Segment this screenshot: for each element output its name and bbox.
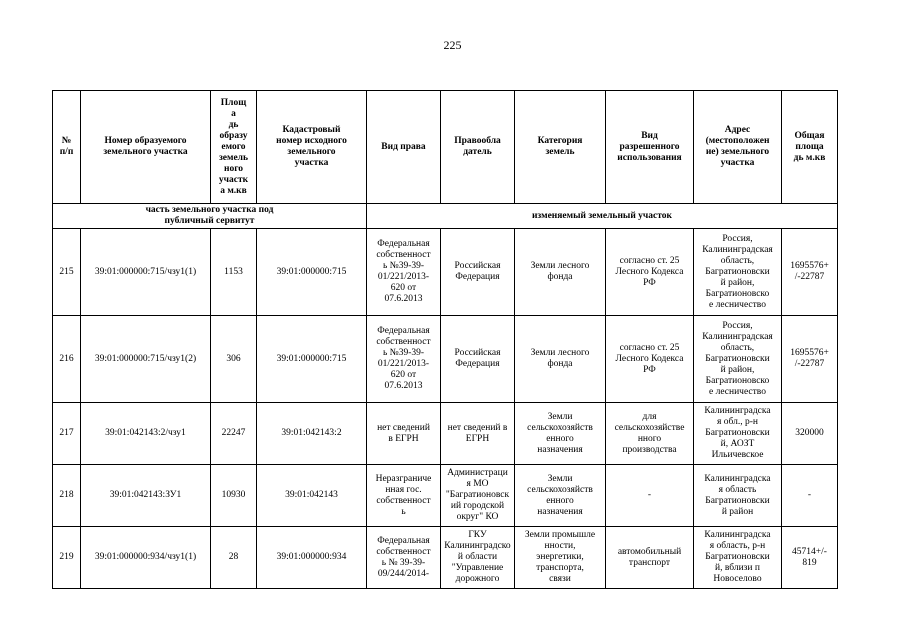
cell-text: 1695576+ /-22787 bbox=[790, 348, 829, 369]
header-owner bbox=[441, 91, 515, 204]
cell-text: Федеральная собственност ь № 39-39- 09/244/2014- bbox=[376, 535, 431, 579]
header-label: № п/п bbox=[59, 136, 74, 157]
cell-text: - bbox=[647, 490, 652, 500]
cell-right-type bbox=[367, 465, 441, 527]
header-label: Категория земель bbox=[537, 136, 583, 157]
cell-cadastral-number bbox=[257, 229, 367, 316]
cell-text: 39:01:042143:2 bbox=[281, 428, 342, 438]
cell-text: 39:01:000000:934/чзу1(1) bbox=[94, 552, 197, 562]
header-label: Общая площа дь м.кв bbox=[793, 130, 826, 163]
header-row bbox=[53, 91, 838, 204]
cell-text: 219 bbox=[59, 552, 74, 562]
table-row bbox=[53, 527, 838, 589]
cell-text: для сельскохозяйстве нного производства bbox=[614, 411, 685, 455]
header-label: Номер образуемого земельного участка bbox=[103, 136, 188, 157]
cell-address bbox=[694, 527, 782, 589]
cell-owner bbox=[441, 403, 515, 465]
cell-total-area bbox=[782, 316, 838, 403]
cell-address bbox=[694, 403, 782, 465]
cell-plot-number bbox=[81, 403, 211, 465]
section-row bbox=[53, 204, 838, 229]
header-label: Площ а дь образу емого земель ного участк а м.кв bbox=[218, 97, 249, 196]
header-address bbox=[694, 91, 782, 204]
cell-owner bbox=[441, 527, 515, 589]
cell-permitted-use bbox=[606, 316, 694, 403]
cell-owner bbox=[441, 465, 515, 527]
cell-text: 218 bbox=[59, 490, 74, 500]
cell-right-type bbox=[367, 403, 441, 465]
cell-right-type bbox=[367, 527, 441, 589]
cell-text: Калининградска я область, р-н Багратионовски й, вблизи п Новоселово bbox=[704, 530, 771, 584]
cell-text: 1153 bbox=[224, 266, 243, 277]
cell-text: Калининградска я область Багратионовски й район bbox=[704, 473, 771, 517]
header-label: Вид права bbox=[381, 141, 426, 152]
land-plots-table bbox=[52, 90, 838, 589]
cell-cadastral-number bbox=[257, 465, 367, 527]
cell-text: автомобильный транспорт bbox=[617, 546, 682, 568]
cell-permitted-use bbox=[606, 527, 694, 589]
header-cadastral-number bbox=[257, 91, 367, 204]
table-row bbox=[53, 403, 838, 465]
cell-text: 39:01:000000:715 bbox=[276, 266, 347, 277]
cell-text: нет сведений в ЕГРН bbox=[447, 422, 508, 444]
cell-num bbox=[53, 465, 81, 527]
cell-plot-number bbox=[81, 229, 211, 316]
header-permitted-use bbox=[606, 91, 694, 204]
cell-owner bbox=[441, 316, 515, 403]
cell-permitted-use bbox=[606, 229, 694, 316]
header-land-category bbox=[515, 91, 606, 204]
cell-text: 39:01:000000:934 bbox=[276, 552, 347, 562]
cell-area bbox=[211, 527, 257, 589]
table-row bbox=[53, 465, 838, 527]
cell-text: 39:01:042143:2/чзу1 bbox=[105, 428, 186, 438]
cell-num bbox=[53, 229, 81, 316]
cell-text: Федеральная собственност ь №39-39- 01/221/2013- 620 от 07.6.2013 bbox=[376, 326, 431, 391]
cell-permitted-use bbox=[606, 465, 694, 527]
cell-total-area bbox=[782, 527, 838, 589]
cell-text: Земли сельскохозяйств енного назначения bbox=[527, 473, 593, 517]
cell-text: 1695576+ /-22787 bbox=[790, 261, 829, 282]
cell-text: 45714+/- 819 bbox=[792, 546, 827, 568]
cell-land-category bbox=[515, 403, 606, 465]
cell-text: согласно ст. 25 Лесного Кодекса РФ bbox=[615, 342, 684, 375]
table-row bbox=[53, 316, 838, 403]
cell-text: Администраци я МО "Багратионовск ий городской округ" КО bbox=[445, 468, 510, 522]
cell-plot-number bbox=[81, 316, 211, 403]
cell-text: 320000 bbox=[795, 428, 824, 438]
section-right-cell bbox=[367, 204, 838, 229]
header-total-area bbox=[782, 91, 838, 204]
cell-total-area bbox=[782, 403, 838, 465]
cell-cadastral-number bbox=[257, 403, 367, 465]
cell-right-type bbox=[367, 229, 441, 316]
page-number: 225 bbox=[443, 38, 462, 52]
cell-area bbox=[211, 465, 257, 527]
cell-address bbox=[694, 316, 782, 403]
header-label: Кадастровый номер исходного земельного участка bbox=[276, 125, 347, 168]
cell-cadastral-number bbox=[257, 316, 367, 403]
cell-num bbox=[53, 527, 81, 589]
cell-land-category bbox=[515, 316, 606, 403]
cell-text: Российская Федерация bbox=[454, 261, 501, 282]
section-right-label: изменяемый земельный участок bbox=[531, 210, 673, 221]
cell-text: согласно ст. 25 Лесного Кодекса РФ bbox=[615, 255, 684, 288]
table-row bbox=[53, 229, 838, 316]
cell-text: нет сведений в ЕГРН bbox=[377, 422, 430, 444]
header-plot-number bbox=[81, 91, 211, 204]
cell-text: 306 bbox=[226, 353, 241, 364]
cell-text: 28 bbox=[228, 552, 239, 562]
cell-text: 39:01:000000:715 bbox=[276, 353, 347, 364]
cell-text: - bbox=[807, 490, 812, 500]
header-label: Правообла датель bbox=[454, 136, 501, 157]
cell-text: 39:01:042143 bbox=[285, 490, 338, 500]
cell-address bbox=[694, 229, 782, 316]
cell-text: 39:01:042143:ЗУ1 bbox=[109, 490, 182, 500]
header-right-type bbox=[367, 91, 441, 204]
cell-text: 39:01:000000:715/чзу1(2) bbox=[94, 353, 197, 364]
cell-text: 216 bbox=[59, 353, 74, 364]
cell-num bbox=[53, 403, 81, 465]
header-label: Вид разрешенного использования bbox=[617, 130, 682, 163]
cell-text: Федеральная собственност ь №39-39- 01/221/2013- 620 от 07.6.2013 bbox=[376, 239, 431, 304]
cell-text: 39:01:000000:715/чзу1(1) bbox=[94, 266, 197, 277]
cell-text: 217 bbox=[59, 428, 74, 438]
cell-text: 22247 bbox=[221, 428, 246, 438]
cell-area bbox=[211, 316, 257, 403]
cell-text: Россия, Калининградская область, Багратионовски й район, Багратионовско е лесничество bbox=[702, 233, 773, 310]
section-left-label: часть земельного участка под публичный сервитут bbox=[145, 205, 274, 226]
cell-text: Земли лесного фонда bbox=[530, 261, 590, 282]
header-label: Адрес (местоположен ие) земельного участка bbox=[705, 125, 770, 168]
section-left-cell bbox=[53, 204, 367, 229]
cell-text: Калининградска я обл., р-н Багратионовски й, АОЗТ Ильичевское bbox=[704, 406, 771, 460]
cell-area bbox=[211, 403, 257, 465]
cell-num bbox=[53, 316, 81, 403]
cell-plot-number bbox=[81, 465, 211, 527]
cell-text: Российская Федерация bbox=[454, 348, 501, 369]
cell-text: Земли сельскохозяйств енного назначения bbox=[527, 411, 593, 455]
cell-address bbox=[694, 465, 782, 527]
cell-text: 215 bbox=[59, 266, 74, 277]
cell-text: Земли промышле нности, энергетики, транспорта, связи bbox=[524, 530, 596, 584]
cell-total-area bbox=[782, 465, 838, 527]
cell-permitted-use bbox=[606, 403, 694, 465]
cell-text: Россия, Калининградская область, Багратионовски й район, Багратионовско е лесничество bbox=[702, 320, 773, 397]
cell-right-type bbox=[367, 316, 441, 403]
cell-text: Неразграниче нная гос. собственност ь bbox=[375, 473, 432, 517]
cell-owner bbox=[441, 229, 515, 316]
cell-cadastral-number bbox=[257, 527, 367, 589]
cell-total-area bbox=[782, 229, 838, 316]
cell-text: ГКУ Калининградско й области "Управление дорожного bbox=[444, 530, 511, 584]
header-area bbox=[211, 91, 257, 204]
cell-land-category bbox=[515, 527, 606, 589]
cell-plot-number bbox=[81, 527, 211, 589]
header-num bbox=[53, 91, 81, 204]
cell-land-category bbox=[515, 465, 606, 527]
cell-text: 10930 bbox=[221, 490, 246, 500]
cell-land-category bbox=[515, 229, 606, 316]
cell-area bbox=[211, 229, 257, 316]
cell-text: Земли лесного фонда bbox=[530, 348, 590, 369]
